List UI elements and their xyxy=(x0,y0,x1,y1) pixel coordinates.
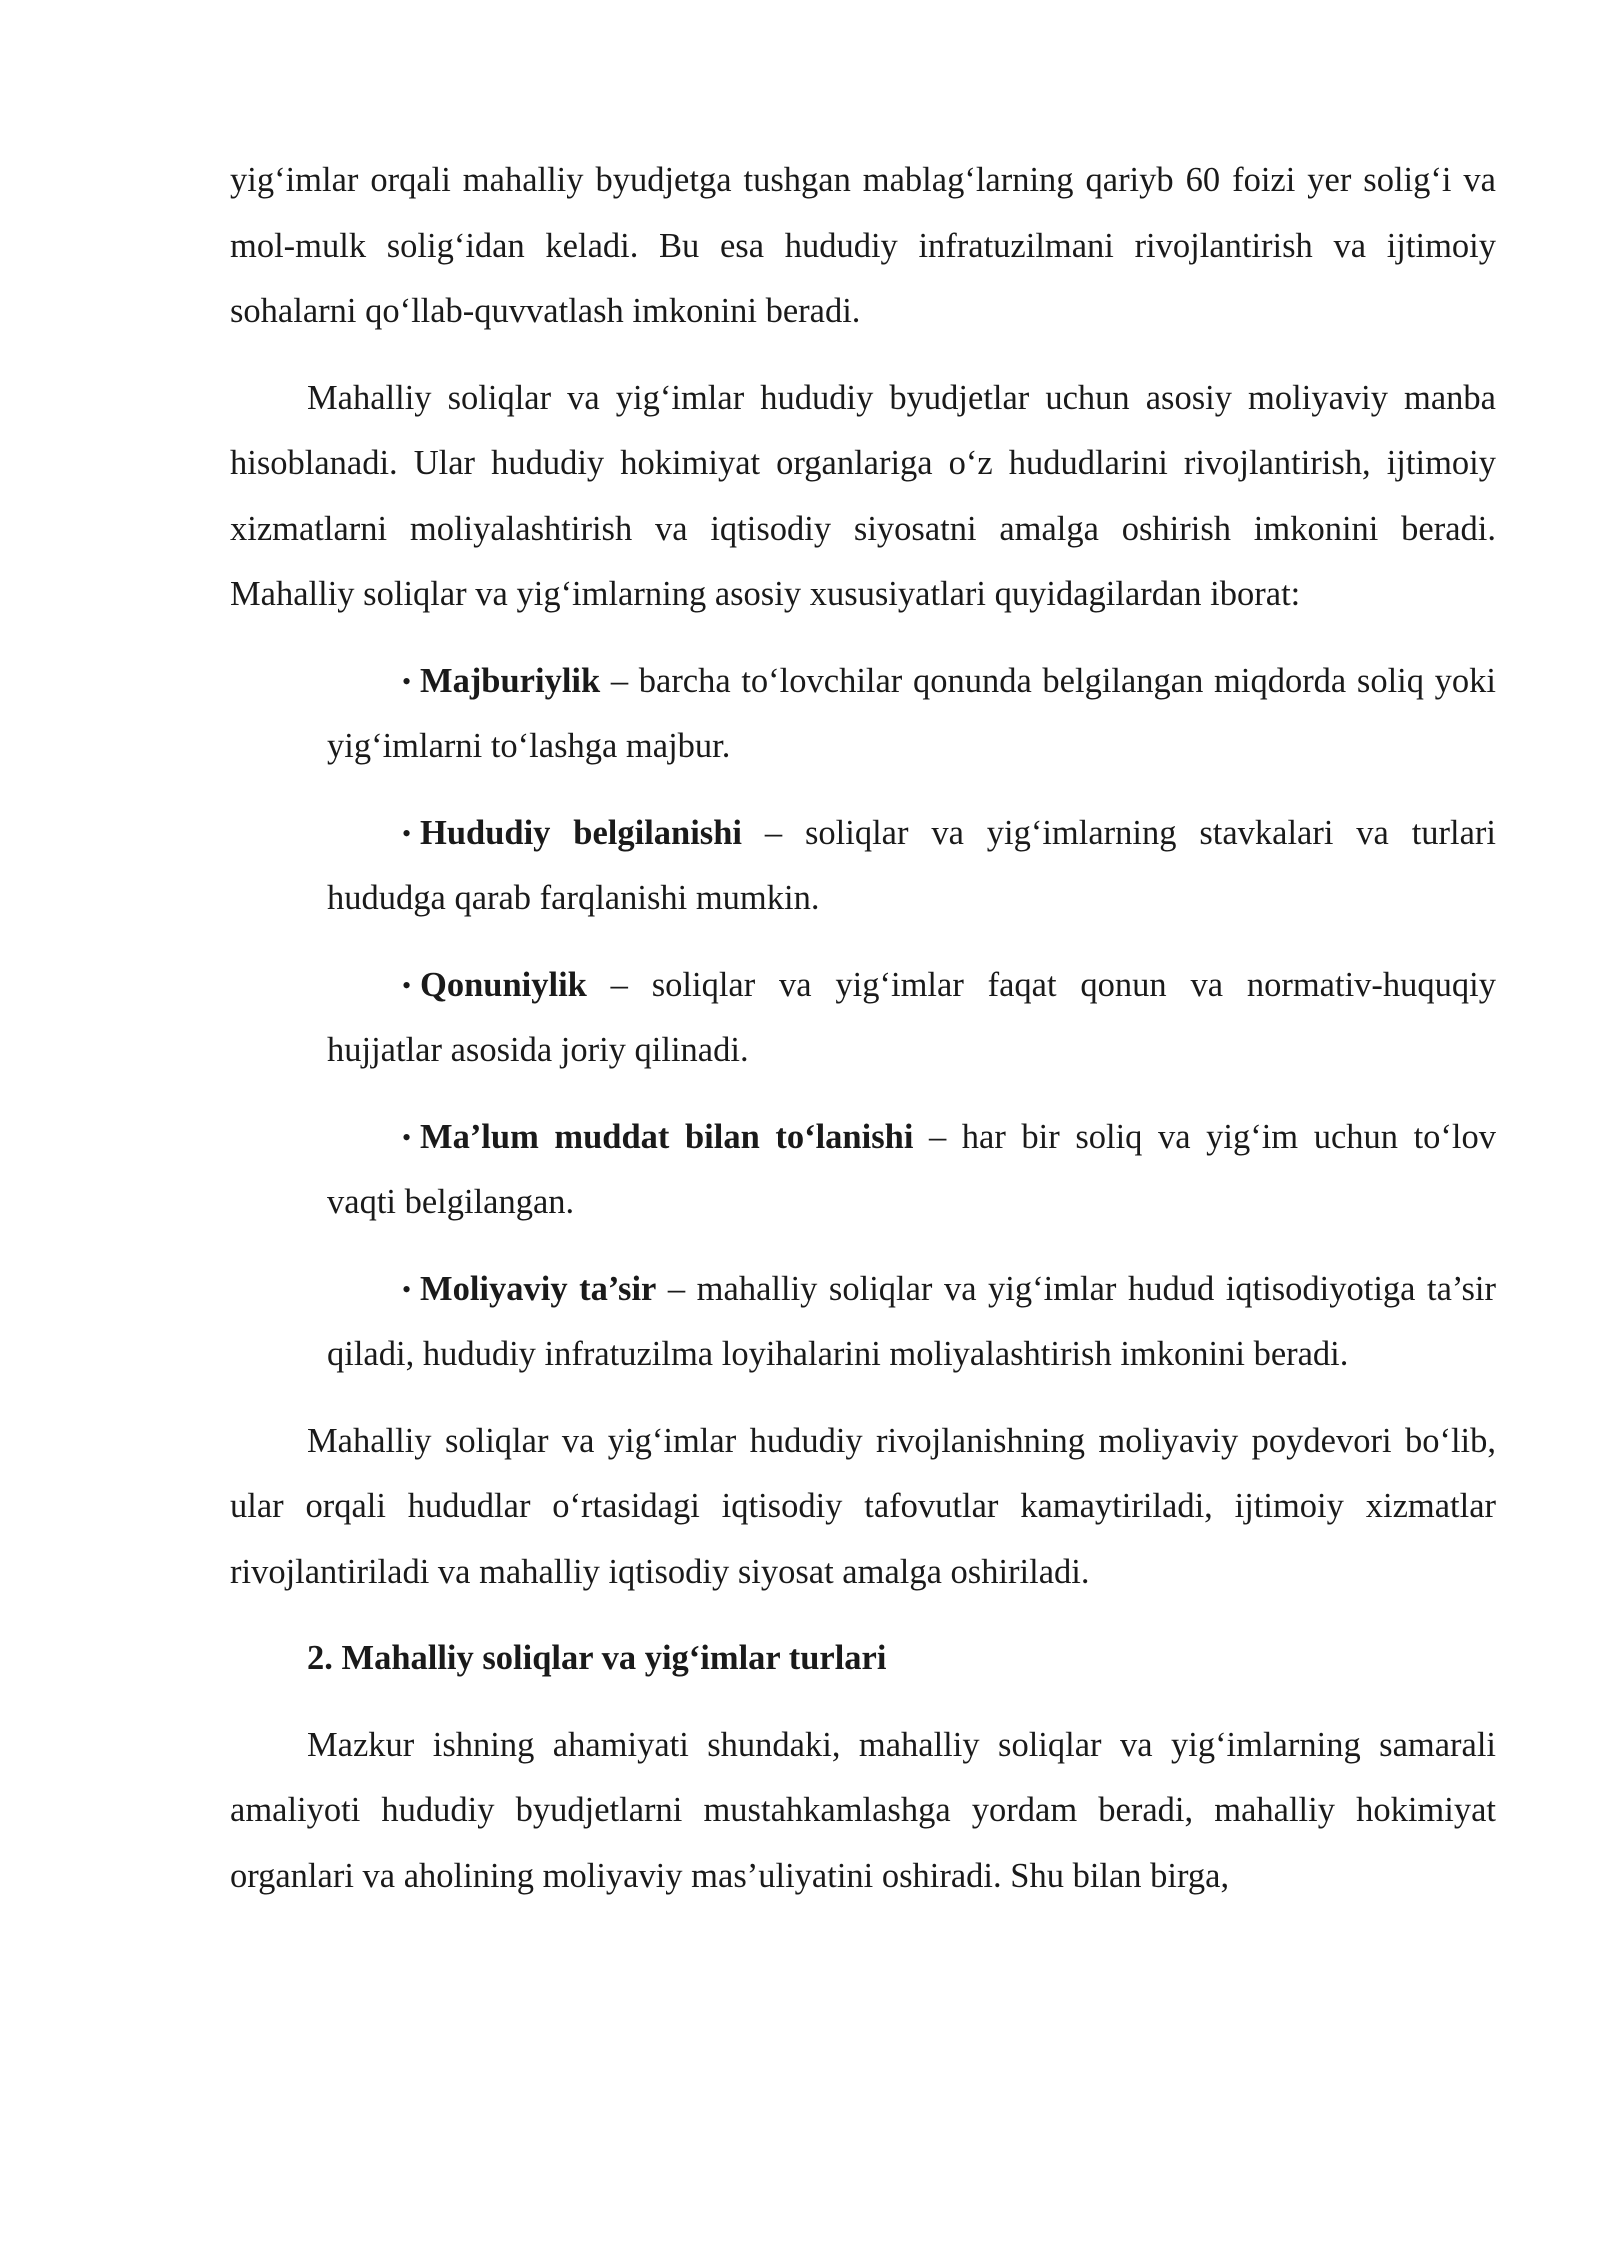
list-item-text: – har bir soliq va yig‘im uchun to‘lov vaqti belgilangan. xyxy=(327,1117,1496,1221)
bullet-icon: • xyxy=(402,970,412,1000)
list-item xyxy=(327,1105,1496,1236)
list-item-text: – soliqlar va yig‘imlarning stavkalari va turlari hududga qarab farqlanishi mumkin. xyxy=(327,813,1496,917)
paragraph-continuation: yig‘imlar orqali mahalliy byudjetga tushgan mablag‘larning qariyb 60 foizi yer solig‘i va mol-mulk solig‘idan keladi. Bu esa hududiy infratuzilmani rivojlantirish va ijtimoiy sohalarni qo‘llab-quvvatlash imkonini beradi. xyxy=(230,161,1496,330)
features-list xyxy=(230,649,1496,1388)
paragraph-local-taxes-intro: Mahalliy soliqlar va yig‘imlar hududiy byudjetlar uchun asosiy moliyaviy manba hisoblanadi. Ular hududiy hokimiyat organlariga o‘z hududlarini rivojlantirish, ijtimoiy xizmatlarni moliyalashtirish va iqtisodiy siyosatni amalga oshirish imkonini beradi. Mahalliy soliqlar va yig‘imlarning asosiy xususiyatlari quyidagilardan iborat: xyxy=(230,378,1496,613)
list-item-text: – barcha to‘lovchilar qonunda belgilangan miqdorda soliq yoki yig‘imlarni to‘lashga majbur. xyxy=(327,661,1496,765)
list-item xyxy=(327,649,1496,780)
list-item-text: – mahalliy soliqlar va yig‘imlar hudud iqtisodiyotiga ta’sir qiladi, hududiy infratuzilma loyihalarini moliyalashtirish imkonini beradi. xyxy=(327,1269,1496,1373)
paragraph-summary: Mahalliy soliqlar va yig‘imlar hududiy rivojlanishning moliyaviy poydevori bo‘lib, ular orqali hududlar o‘rtasidagi iqtisodiy tafovutlar kamaytiriladi, ijtimoiy xizmatlar rivojlantiriladi va mahalliy iqtisodiy siyosat amalga oshiriladi. xyxy=(230,1421,1496,1591)
list-item xyxy=(327,953,1496,1084)
list-item xyxy=(327,1257,1496,1388)
bullet-icon: • xyxy=(402,1122,412,1152)
document-page xyxy=(230,148,1496,1930)
list-item-term: Majburiylik xyxy=(420,661,601,700)
list-item xyxy=(327,801,1496,932)
paragraph-significance: Mazkur ishning ahamiyati shundaki, mahalliy soliqlar va yig‘imlarning samarali amaliyoti hududiy byudjetlarni mustahkamlashga yordam beradi, mahalliy hokimiyat organlari va aholining moliyaviy mas’uliyatini oshiradi. Shu bilan birga, xyxy=(230,1725,1496,1895)
list-item-term: Hududiy belgilanishi xyxy=(420,813,743,852)
section-heading: 2. Mahalliy soliqlar va yig‘imlar turlari xyxy=(307,1639,887,1677)
list-item-term: Moliyaviy ta’sir xyxy=(420,1269,657,1308)
bullet-icon: • xyxy=(402,666,412,696)
list-item-term: Qonuniylik xyxy=(420,965,587,1004)
bullet-icon: • xyxy=(402,1274,412,1304)
list-item-text: – soliqlar va yig‘imlar faqat qonun va normativ-huquqiy hujjatlar asosida joriy qilinadi. xyxy=(327,965,1496,1069)
bullet-icon: • xyxy=(402,818,412,848)
list-item-term: Ma’lum muddat bilan to‘lanishi xyxy=(420,1117,914,1156)
